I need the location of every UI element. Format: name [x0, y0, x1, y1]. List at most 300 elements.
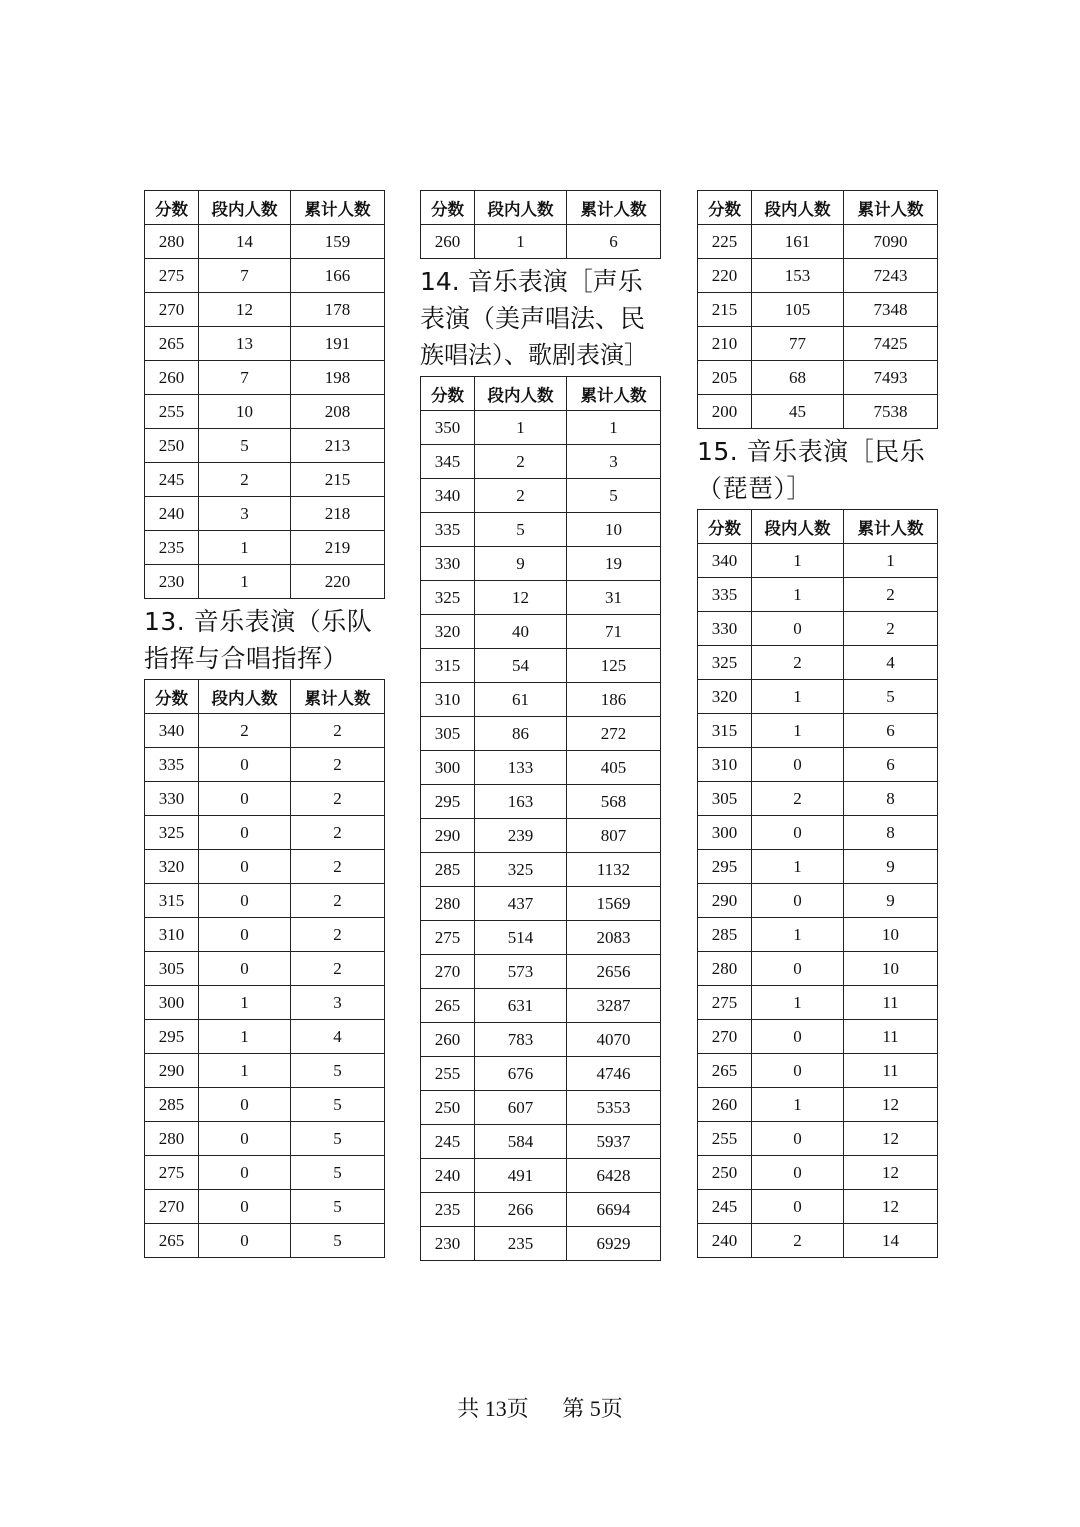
cell-segment-count: 0	[199, 748, 291, 782]
cell-segment-count: 1	[752, 578, 844, 612]
table-row	[698, 646, 938, 680]
table-row	[421, 411, 661, 445]
cell-cumulative-count: 9	[844, 884, 938, 918]
cell-segment-count: 7	[199, 361, 291, 395]
cell-score: 235	[421, 1193, 475, 1227]
cell-score: 280	[145, 1122, 199, 1156]
cell-score: 340	[421, 479, 475, 513]
table-row	[698, 1054, 938, 1088]
cell-score: 335	[421, 513, 475, 547]
cell-cumulative-count: 12	[844, 1190, 938, 1224]
cell-score: 330	[145, 782, 199, 816]
table-row	[421, 1057, 661, 1091]
column-3	[697, 190, 937, 1258]
cell-cumulative-count: 2	[844, 578, 938, 612]
cell-cumulative-count: 2	[291, 850, 385, 884]
table-row	[698, 395, 938, 429]
cell-cumulative-count: 6929	[567, 1227, 661, 1261]
table-row	[145, 429, 385, 463]
table-row	[698, 544, 938, 578]
cell-score: 245	[145, 463, 199, 497]
cell-segment-count: 0	[752, 1054, 844, 1088]
cell-score: 270	[698, 1020, 752, 1054]
table-header-row	[145, 680, 385, 714]
cell-segment-count: 0	[199, 1122, 291, 1156]
cell-score: 310	[698, 748, 752, 782]
cell-score: 305	[698, 782, 752, 816]
table-header-row	[698, 191, 938, 225]
cell-score: 295	[698, 850, 752, 884]
header-score: 分数	[421, 377, 475, 411]
cell-cumulative-count: 10	[844, 918, 938, 952]
cell-cumulative-count: 7348	[844, 293, 938, 327]
cell-score: 310	[145, 918, 199, 952]
cell-segment-count: 325	[475, 853, 567, 887]
cell-segment-count: 0	[199, 782, 291, 816]
section-14-title-line3: 族唱法）、歌剧表演］	[420, 341, 648, 369]
cell-cumulative-count: 215	[291, 463, 385, 497]
header-cumulative-count: 累计人数	[291, 680, 385, 714]
table-row	[421, 717, 661, 751]
cell-score: 260	[145, 361, 199, 395]
column-2	[420, 190, 660, 1261]
cell-score: 335	[145, 748, 199, 782]
cell-score: 310	[421, 683, 475, 717]
table-row	[145, 748, 385, 782]
cell-score: 300	[145, 986, 199, 1020]
cell-cumulative-count: 5	[291, 1190, 385, 1224]
cell-segment-count: 1	[752, 850, 844, 884]
section-15-title	[697, 433, 937, 507]
cell-cumulative-count: 12	[844, 1122, 938, 1156]
table-row	[145, 1156, 385, 1190]
table-row	[145, 497, 385, 531]
cell-cumulative-count: 6694	[567, 1193, 661, 1227]
header-cumulative-count: 累计人数	[291, 191, 385, 225]
cell-segment-count: 514	[475, 921, 567, 955]
table-row	[421, 225, 661, 259]
cell-score: 205	[698, 361, 752, 395]
score-table	[697, 190, 938, 429]
cell-segment-count: 2	[475, 479, 567, 513]
cell-cumulative-count: 5	[291, 1122, 385, 1156]
cell-segment-count: 437	[475, 887, 567, 921]
table-header-row	[145, 191, 385, 225]
cell-score: 250	[421, 1091, 475, 1125]
table-row	[421, 1159, 661, 1193]
table-row	[698, 259, 938, 293]
cell-segment-count: 0	[752, 884, 844, 918]
table-row	[698, 884, 938, 918]
table-row	[698, 361, 938, 395]
table-row	[421, 1227, 661, 1261]
table-header-row	[421, 191, 661, 225]
table-row	[698, 680, 938, 714]
table-row	[698, 986, 938, 1020]
cell-segment-count: 10	[199, 395, 291, 429]
cell-score: 275	[421, 921, 475, 955]
cell-cumulative-count: 7425	[844, 327, 938, 361]
cell-score: 270	[421, 955, 475, 989]
header-segment-count: 段内人数	[199, 680, 291, 714]
cell-cumulative-count: 5	[844, 680, 938, 714]
cell-score: 320	[421, 615, 475, 649]
cell-score: 305	[421, 717, 475, 751]
cell-score: 300	[421, 751, 475, 785]
cell-score: 255	[145, 395, 199, 429]
cell-cumulative-count: 7493	[844, 361, 938, 395]
cell-cumulative-count: 2	[291, 918, 385, 952]
cell-segment-count: 607	[475, 1091, 567, 1125]
cell-cumulative-count: 2	[291, 714, 385, 748]
cell-cumulative-count: 31	[567, 581, 661, 615]
table-row	[421, 989, 661, 1023]
cell-score: 345	[421, 445, 475, 479]
cell-score: 325	[145, 816, 199, 850]
cell-cumulative-count: 12	[844, 1088, 938, 1122]
cell-segment-count: 0	[199, 1224, 291, 1258]
cell-segment-count: 239	[475, 819, 567, 853]
cell-cumulative-count: 218	[291, 497, 385, 531]
cell-segment-count: 3	[199, 497, 291, 531]
page-footer	[0, 1392, 1080, 1423]
cell-cumulative-count: 10	[844, 952, 938, 986]
cell-score: 280	[145, 225, 199, 259]
table-row	[421, 1091, 661, 1125]
cell-cumulative-count: 3	[291, 986, 385, 1020]
cell-cumulative-count: 5	[291, 1156, 385, 1190]
cell-segment-count: 77	[752, 327, 844, 361]
cell-cumulative-count: 4	[844, 646, 938, 680]
cell-segment-count: 2	[752, 1224, 844, 1258]
table-header-row	[698, 510, 938, 544]
table-row	[145, 782, 385, 816]
cell-segment-count: 12	[199, 293, 291, 327]
header-cumulative-count: 累计人数	[567, 377, 661, 411]
header-segment-count: 段内人数	[475, 377, 567, 411]
cell-segment-count: 1	[752, 680, 844, 714]
cell-score: 200	[698, 395, 752, 429]
cell-score: 245	[421, 1125, 475, 1159]
table-row	[698, 578, 938, 612]
cell-cumulative-count: 4746	[567, 1057, 661, 1091]
cell-score: 235	[145, 531, 199, 565]
cell-segment-count: 45	[752, 395, 844, 429]
table-row	[698, 850, 938, 884]
cell-cumulative-count: 11	[844, 1020, 938, 1054]
cell-segment-count: 5	[475, 513, 567, 547]
cell-score: 320	[145, 850, 199, 884]
cell-cumulative-count: 2656	[567, 955, 661, 989]
cell-cumulative-count: 1	[844, 544, 938, 578]
cell-score: 325	[421, 581, 475, 615]
table-row	[698, 1224, 938, 1258]
table-row	[145, 463, 385, 497]
cell-segment-count: 631	[475, 989, 567, 1023]
table-row	[421, 751, 661, 785]
cell-score: 270	[145, 1190, 199, 1224]
cell-segment-count: 68	[752, 361, 844, 395]
cell-score: 325	[698, 646, 752, 680]
score-table	[144, 190, 385, 599]
cell-cumulative-count: 4070	[567, 1023, 661, 1057]
cell-cumulative-count: 71	[567, 615, 661, 649]
table-row	[145, 986, 385, 1020]
cell-score: 265	[145, 1224, 199, 1258]
cell-score: 250	[145, 429, 199, 463]
table-row	[698, 714, 938, 748]
table-row	[145, 1020, 385, 1054]
column-1	[144, 190, 384, 1258]
cell-cumulative-count: 3	[567, 445, 661, 479]
table-row	[698, 816, 938, 850]
cell-cumulative-count: 1569	[567, 887, 661, 921]
table-row	[145, 531, 385, 565]
section-14-title	[420, 263, 660, 374]
section-13-title	[144, 603, 384, 677]
cell-cumulative-count: 159	[291, 225, 385, 259]
header-score: 分数	[698, 510, 752, 544]
cell-cumulative-count: 5353	[567, 1091, 661, 1125]
cell-score: 225	[698, 225, 752, 259]
cell-segment-count: 266	[475, 1193, 567, 1227]
header-cumulative-count: 累计人数	[844, 191, 938, 225]
cell-segment-count: 0	[752, 952, 844, 986]
cell-score: 280	[421, 887, 475, 921]
header-segment-count: 段内人数	[752, 191, 844, 225]
table-row	[145, 293, 385, 327]
table-row	[421, 887, 661, 921]
header-score: 分数	[421, 191, 475, 225]
cell-cumulative-count: 178	[291, 293, 385, 327]
cell-score: 220	[698, 259, 752, 293]
table-row	[421, 921, 661, 955]
table-row	[421, 683, 661, 717]
header-segment-count: 段内人数	[475, 191, 567, 225]
cell-score: 260	[698, 1088, 752, 1122]
cell-score: 320	[698, 680, 752, 714]
cell-segment-count: 61	[475, 683, 567, 717]
cell-score: 295	[421, 785, 475, 819]
table-header-row	[421, 377, 661, 411]
cell-score: 295	[145, 1020, 199, 1054]
table-row	[145, 395, 385, 429]
header-score: 分数	[145, 191, 199, 225]
cell-cumulative-count: 2	[844, 612, 938, 646]
cell-score: 240	[421, 1159, 475, 1193]
cell-segment-count: 1	[752, 918, 844, 952]
table-row	[145, 361, 385, 395]
cell-cumulative-count: 1	[567, 411, 661, 445]
table-row	[698, 1190, 938, 1224]
table-row	[421, 1125, 661, 1159]
cell-score: 335	[698, 578, 752, 612]
cell-score: 210	[698, 327, 752, 361]
cell-score: 230	[421, 1227, 475, 1261]
cell-segment-count: 2	[475, 445, 567, 479]
cell-score: 315	[421, 649, 475, 683]
cell-score: 255	[698, 1122, 752, 1156]
cell-segment-count: 235	[475, 1227, 567, 1261]
cell-segment-count: 0	[199, 918, 291, 952]
cell-cumulative-count: 2	[291, 952, 385, 986]
cell-segment-count: 86	[475, 717, 567, 751]
cell-score: 330	[698, 612, 752, 646]
score-table	[420, 190, 661, 259]
cell-cumulative-count: 2083	[567, 921, 661, 955]
cell-segment-count: 0	[752, 748, 844, 782]
cell-cumulative-count: 4	[291, 1020, 385, 1054]
cell-score: 240	[698, 1224, 752, 1258]
cell-cumulative-count: 6428	[567, 1159, 661, 1193]
table-row	[421, 785, 661, 819]
table-row	[145, 1088, 385, 1122]
cell-cumulative-count: 9	[844, 850, 938, 884]
table-row	[698, 1122, 938, 1156]
cell-segment-count: 9	[475, 547, 567, 581]
table-row	[698, 327, 938, 361]
cell-score: 265	[421, 989, 475, 1023]
cell-segment-count: 163	[475, 785, 567, 819]
table-row	[421, 479, 661, 513]
score-table	[420, 376, 661, 1261]
table-row	[698, 1020, 938, 1054]
cell-segment-count: 1	[475, 225, 567, 259]
cell-cumulative-count: 1132	[567, 853, 661, 887]
table-row	[698, 782, 938, 816]
cell-score: 275	[698, 986, 752, 1020]
cell-segment-count: 1	[752, 1088, 844, 1122]
table-row	[145, 884, 385, 918]
cell-segment-count: 491	[475, 1159, 567, 1193]
cell-score: 275	[145, 259, 199, 293]
cell-score: 215	[698, 293, 752, 327]
table-row	[421, 819, 661, 853]
cell-score: 350	[421, 411, 475, 445]
cell-cumulative-count: 186	[567, 683, 661, 717]
header-score: 分数	[145, 680, 199, 714]
table-row	[145, 714, 385, 748]
cell-cumulative-count: 125	[567, 649, 661, 683]
cell-segment-count: 161	[752, 225, 844, 259]
cell-segment-count: 54	[475, 649, 567, 683]
cell-score: 230	[145, 565, 199, 599]
table-row	[421, 1023, 661, 1057]
table-row	[421, 955, 661, 989]
cell-segment-count: 0	[199, 884, 291, 918]
cell-segment-count: 0	[752, 1156, 844, 1190]
cell-score: 280	[698, 952, 752, 986]
cell-score: 255	[421, 1057, 475, 1091]
cell-cumulative-count: 7538	[844, 395, 938, 429]
cell-cumulative-count: 219	[291, 531, 385, 565]
cell-cumulative-count: 19	[567, 547, 661, 581]
section-15-title-line2: （琵琶）］	[697, 474, 813, 503]
cell-cumulative-count: 6	[844, 714, 938, 748]
table-row	[421, 547, 661, 581]
cell-segment-count: 0	[199, 850, 291, 884]
cell-cumulative-count: 5937	[567, 1125, 661, 1159]
table-row	[145, 1190, 385, 1224]
cell-cumulative-count: 191	[291, 327, 385, 361]
cell-cumulative-count: 213	[291, 429, 385, 463]
cell-score: 315	[698, 714, 752, 748]
table-row	[421, 853, 661, 887]
cell-score: 275	[145, 1156, 199, 1190]
cell-cumulative-count: 6	[567, 225, 661, 259]
table-row	[698, 952, 938, 986]
cell-score: 290	[421, 819, 475, 853]
cell-segment-count: 584	[475, 1125, 567, 1159]
table-row	[145, 816, 385, 850]
cell-segment-count: 1	[199, 1020, 291, 1054]
cell-segment-count: 0	[752, 1020, 844, 1054]
section-14-title-line1: 14. 音乐表演［声乐	[420, 267, 643, 296]
table-row	[145, 259, 385, 293]
cell-segment-count: 1	[475, 411, 567, 445]
cell-segment-count: 783	[475, 1023, 567, 1057]
cell-score: 250	[698, 1156, 752, 1190]
cell-score: 285	[145, 1088, 199, 1122]
cell-cumulative-count: 2	[291, 782, 385, 816]
table-row	[145, 918, 385, 952]
cell-segment-count: 0	[752, 1190, 844, 1224]
cell-cumulative-count: 11	[844, 986, 938, 1020]
cell-cumulative-count: 14	[844, 1224, 938, 1258]
table-row	[698, 748, 938, 782]
cell-segment-count: 153	[752, 259, 844, 293]
cell-score: 340	[698, 544, 752, 578]
cell-segment-count: 1	[199, 531, 291, 565]
table-row	[698, 1088, 938, 1122]
cell-segment-count: 40	[475, 615, 567, 649]
table-row	[421, 445, 661, 479]
table-row	[145, 1054, 385, 1088]
table-row	[421, 1193, 661, 1227]
table-row	[145, 327, 385, 361]
cell-cumulative-count: 8	[844, 816, 938, 850]
cell-segment-count: 0	[199, 1190, 291, 1224]
cell-score: 305	[145, 952, 199, 986]
cell-cumulative-count: 8	[844, 782, 938, 816]
cell-segment-count: 1	[199, 565, 291, 599]
table-row	[421, 581, 661, 615]
cell-cumulative-count: 10	[567, 513, 661, 547]
cell-score: 270	[145, 293, 199, 327]
table-row	[145, 952, 385, 986]
table-row	[698, 225, 938, 259]
cell-cumulative-count: 7090	[844, 225, 938, 259]
cell-segment-count: 7	[199, 259, 291, 293]
cell-segment-count: 12	[475, 581, 567, 615]
table-row	[698, 612, 938, 646]
table-row	[421, 513, 661, 547]
cell-segment-count: 2	[199, 714, 291, 748]
current-page: 第 5页	[562, 1396, 623, 1421]
cell-segment-count: 2	[752, 646, 844, 680]
score-table	[144, 679, 385, 1258]
cell-cumulative-count: 5	[291, 1054, 385, 1088]
cell-score: 290	[145, 1054, 199, 1088]
cell-cumulative-count: 166	[291, 259, 385, 293]
cell-segment-count: 0	[752, 816, 844, 850]
cell-score: 260	[421, 1023, 475, 1057]
cell-score: 240	[145, 497, 199, 531]
cell-segment-count: 0	[199, 1156, 291, 1190]
cell-score: 300	[698, 816, 752, 850]
cell-segment-count: 5	[199, 429, 291, 463]
cell-cumulative-count: 198	[291, 361, 385, 395]
